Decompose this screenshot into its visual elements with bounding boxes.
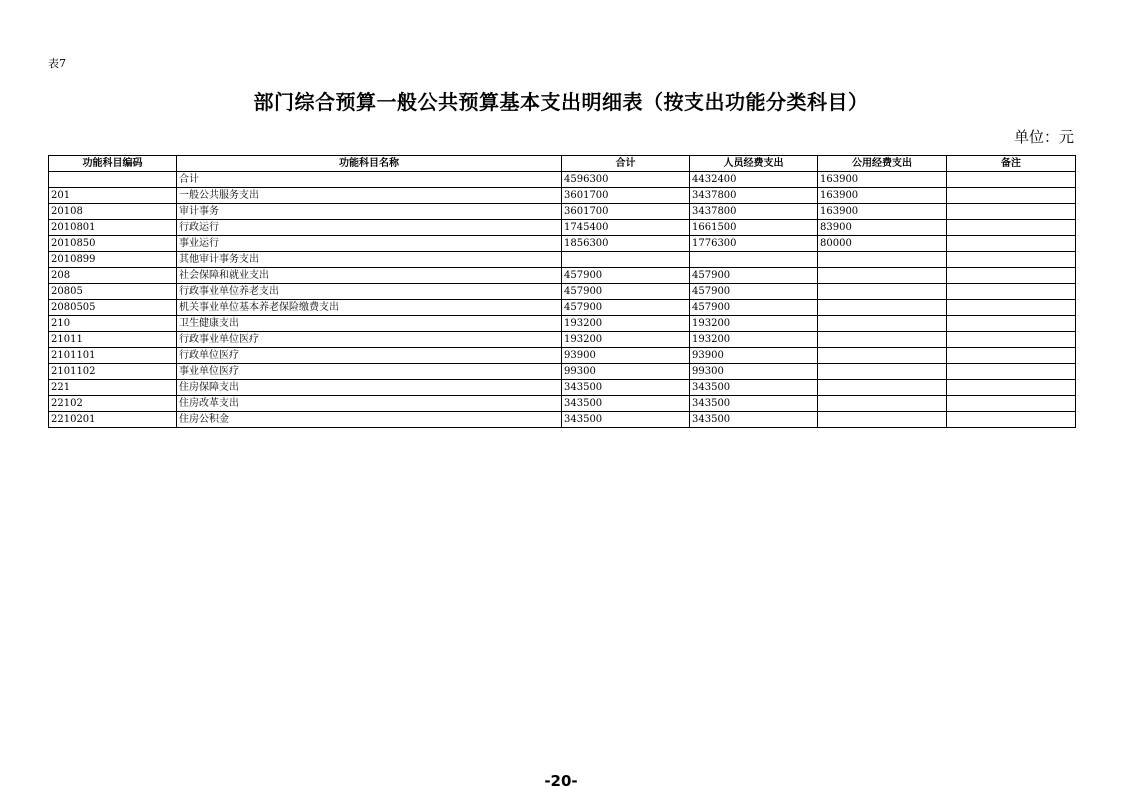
cell-public — [818, 364, 947, 380]
table-row — [49, 300, 1076, 316]
table-row — [49, 412, 1076, 428]
cell-personnel: 3437800 — [690, 204, 818, 220]
cell-note — [947, 412, 1076, 428]
cell-name: 事业单位医疗 — [177, 364, 562, 380]
cell-name: 行政运行 — [177, 220, 562, 236]
column-header-public: 公用经费支出 — [818, 156, 947, 172]
cell-total: 343500 — [562, 380, 690, 396]
cell-personnel: 93900 — [690, 348, 818, 364]
cell-name: 行政事业单位养老支出 — [177, 284, 562, 300]
cell-personnel: 457900 — [690, 300, 818, 316]
cell-name: 行政单位医疗 — [177, 348, 562, 364]
cell-name: 审计事务 — [177, 204, 562, 220]
table-row — [49, 396, 1076, 412]
cell-note — [947, 396, 1076, 412]
cell-code — [49, 172, 177, 188]
cell-name: 卫生健康支出 — [177, 316, 562, 332]
cell-code: 210 — [49, 316, 177, 332]
cell-personnel: 4432400 — [690, 172, 818, 188]
cell-total: 343500 — [562, 412, 690, 428]
cell-code: 2080505 — [49, 300, 177, 316]
cell-total: 457900 — [562, 268, 690, 284]
cell-total: 193200 — [562, 316, 690, 332]
table-label: 表7 — [48, 57, 66, 70]
cell-note — [947, 348, 1076, 364]
cell-public — [818, 332, 947, 348]
cell-public: 163900 — [818, 204, 947, 220]
table-row — [49, 348, 1076, 364]
cell-code: 221 — [49, 380, 177, 396]
cell-public — [818, 348, 947, 364]
page-title: 部门综合预算一般公共预算基本支出明细表（按支出功能分类科目） — [253, 90, 869, 114]
cell-total: 93900 — [562, 348, 690, 364]
cell-code: 208 — [49, 268, 177, 284]
cell-note — [947, 364, 1076, 380]
cell-personnel: 193200 — [690, 316, 818, 332]
cell-note — [947, 188, 1076, 204]
cell-code: 2101102 — [49, 364, 177, 380]
cell-total: 99300 — [562, 364, 690, 380]
table-row — [49, 284, 1076, 300]
cell-personnel: 1776300 — [690, 236, 818, 252]
cell-code: 2010850 — [49, 236, 177, 252]
cell-total: 3601700 — [562, 188, 690, 204]
table-row — [49, 252, 1076, 268]
table-row — [49, 188, 1076, 204]
cell-total: 457900 — [562, 284, 690, 300]
column-header-note: 备注 — [947, 156, 1076, 172]
cell-total: 4596300 — [562, 172, 690, 188]
cell-code: 2010801 — [49, 220, 177, 236]
cell-name: 事业运行 — [177, 236, 562, 252]
cell-note — [947, 252, 1076, 268]
cell-public — [818, 268, 947, 284]
cell-code: 20108 — [49, 204, 177, 220]
unit-label: 单位：元 — [1013, 128, 1074, 146]
cell-name: 社会保障和就业支出 — [177, 268, 562, 284]
table-row — [49, 316, 1076, 332]
table-row — [49, 204, 1076, 220]
table-row — [49, 220, 1076, 236]
cell-public — [818, 412, 947, 428]
cell-note — [947, 284, 1076, 300]
cell-public — [818, 252, 947, 268]
cell-name: 行政事业单位医疗 — [177, 332, 562, 348]
cell-public — [818, 300, 947, 316]
cell-name: 住房保障支出 — [177, 380, 562, 396]
cell-personnel: 193200 — [690, 332, 818, 348]
cell-total: 3601700 — [562, 204, 690, 220]
cell-total: 1745400 — [562, 220, 690, 236]
cell-note — [947, 172, 1076, 188]
column-header-personnel: 人员经费支出 — [690, 156, 818, 172]
page-number: -20- — [544, 772, 578, 790]
cell-code: 20805 — [49, 284, 177, 300]
cell-note — [947, 380, 1076, 396]
cell-code: 2101101 — [49, 348, 177, 364]
table-row — [49, 332, 1076, 348]
cell-public — [818, 380, 947, 396]
cell-public: 83900 — [818, 220, 947, 236]
cell-personnel: 457900 — [690, 284, 818, 300]
cell-personnel: 99300 — [690, 364, 818, 380]
cell-note — [947, 316, 1076, 332]
cell-personnel: 343500 — [690, 380, 818, 396]
cell-public: 80000 — [818, 236, 947, 252]
table-row — [49, 268, 1076, 284]
cell-note — [947, 220, 1076, 236]
cell-name: 其他审计事务支出 — [177, 252, 562, 268]
budget-table — [48, 155, 1076, 428]
cell-name: 一般公共服务支出 — [177, 188, 562, 204]
cell-code: 21011 — [49, 332, 177, 348]
cell-note — [947, 332, 1076, 348]
cell-personnel: 1661500 — [690, 220, 818, 236]
cell-total — [562, 252, 690, 268]
cell-personnel: 3437800 — [690, 188, 818, 204]
cell-total: 457900 — [562, 300, 690, 316]
table-body — [49, 172, 1076, 428]
cell-code: 2010899 — [49, 252, 177, 268]
column-header-name: 功能科目名称 — [177, 156, 562, 172]
cell-note — [947, 268, 1076, 284]
cell-personnel: 343500 — [690, 412, 818, 428]
cell-note — [947, 300, 1076, 316]
cell-public — [818, 396, 947, 412]
cell-note — [947, 204, 1076, 220]
table-row — [49, 236, 1076, 252]
cell-name: 合计 — [177, 172, 562, 188]
cell-personnel: 457900 — [690, 268, 818, 284]
cell-total: 343500 — [562, 396, 690, 412]
cell-name: 机关事业单位基本养老保险缴费支出 — [177, 300, 562, 316]
cell-total: 193200 — [562, 332, 690, 348]
cell-name: 住房改革支出 — [177, 396, 562, 412]
cell-code: 201 — [49, 188, 177, 204]
table-row — [49, 172, 1076, 188]
cell-public: 163900 — [818, 172, 947, 188]
cell-code: 2210201 — [49, 412, 177, 428]
cell-personnel: 343500 — [690, 396, 818, 412]
cell-code: 22102 — [49, 396, 177, 412]
table-row — [49, 364, 1076, 380]
cell-name: 住房公积金 — [177, 412, 562, 428]
cell-personnel — [690, 252, 818, 268]
table-header-row — [49, 156, 1076, 172]
column-header-total: 合计 — [562, 156, 690, 172]
cell-total: 1856300 — [562, 236, 690, 252]
cell-public — [818, 316, 947, 332]
cell-public: 163900 — [818, 188, 947, 204]
column-header-code: 功能科目编码 — [49, 156, 177, 172]
cell-public — [818, 284, 947, 300]
table-row — [49, 380, 1076, 396]
cell-note — [947, 236, 1076, 252]
